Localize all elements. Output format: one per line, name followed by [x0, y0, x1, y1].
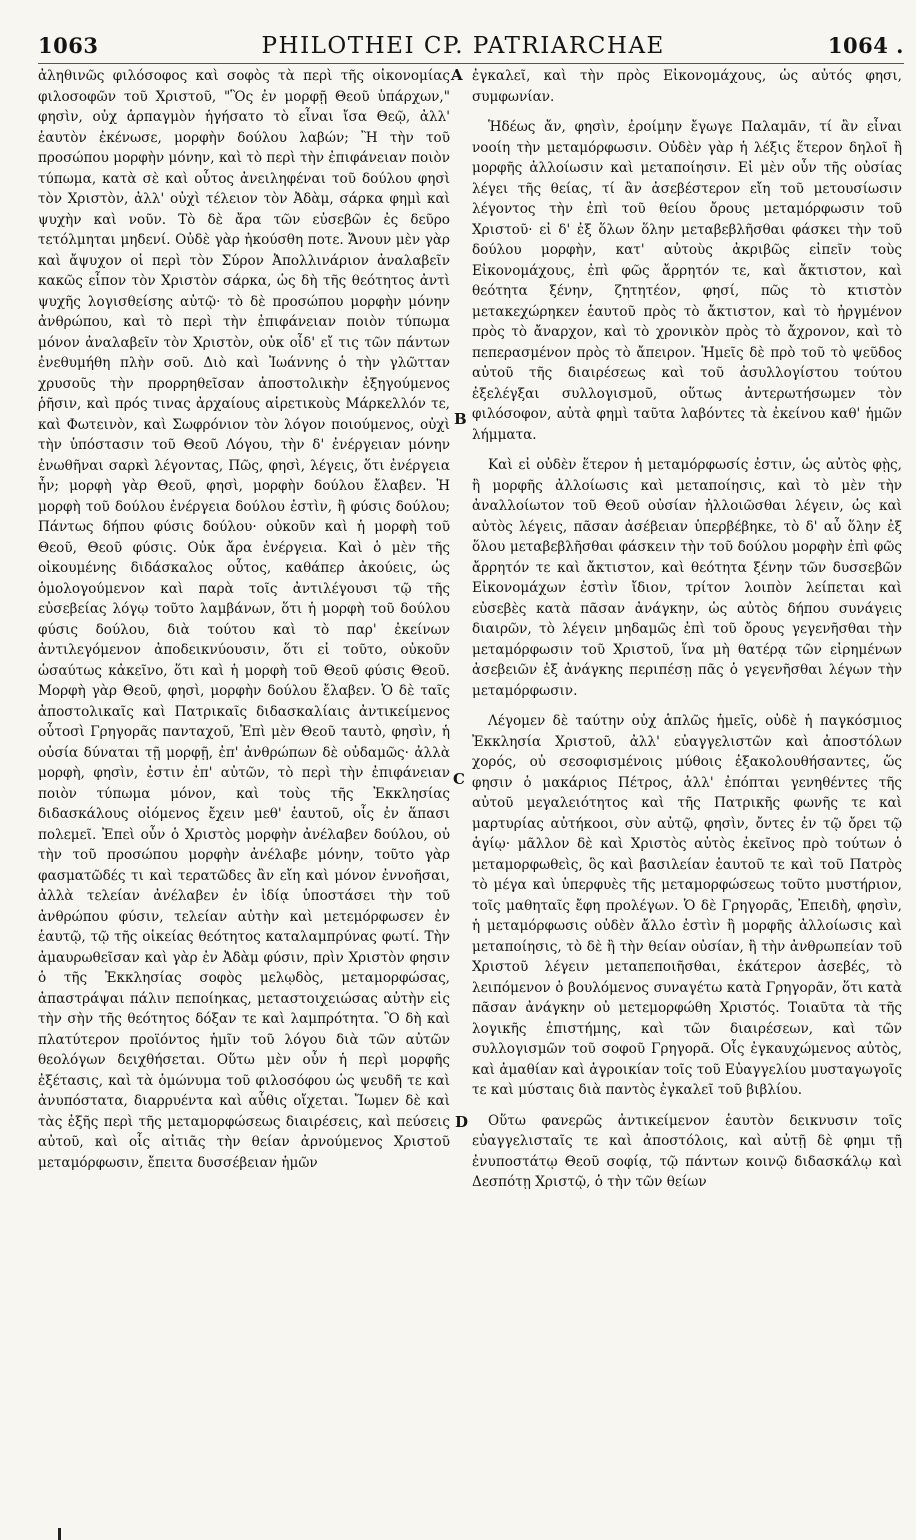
bottom-tick-mark	[58, 1528, 61, 1540]
left-column	[38, 66, 450, 1173]
margin-letter-a: A	[451, 66, 463, 84]
page-number-right: 1064 .	[827, 33, 904, 58]
left-paragraph: ἀληθινῶς φιλόσοφος καὶ σοφὸς τὰ περὶ τῆς οἰκονομίας φιλοσοφῶν τοῦ Χριστοῦ, "Ὃς ἐν μορφῇ Θεοῦ ὑπάρχων," φησὶν, οὐχ ἁρπαγμὸν ἡγήσατο τὸ εἶναι ἴσα Θεῷ, ἀλλ' ἑαυτὸν ἐκένωσε, μορφὴν δούλου λαβών; Ἢ τὴν τοῦ προσώπου μορφὴν μόνην, καὶ τὸ περὶ τὴν ἐπιφάνειαν ποιὸν τύπωμα, κατὰ σὲ καὶ οὗτος ἀνειληφέναι τοῦ δούλου φησὶ τὸν Χριστὸν, ἀλλ' οὐχὶ τέλειον τὸν Ἀδὰμ, σάρκα φημὶ καὶ ψυχὴν καὶ νοῦν. Τὸ δὲ ἄρα τῶν εὐσεβῶν ἐς δεῦρο τετόλμηται μηδενί. Οὐδὲ γὰρ ἠκούσθη ποτε. Ἄνουν μὲν γὰρ καὶ ἄψυχον οἱ περὶ τὸν Σύρον Ἀπολλινάριον ἀναλαβεῖν κακῶς εἶπον τὸν Χριστὸν σάρκα, ὡς δὴ τῆς θεότητος ἀντὶ ψυχῆς λογισθείσης αὐτῷ· τὸ δὲ προσώπου μορφὴν μόνην ἀνθρώπου, καὶ τὸ περὶ τὴν ἐπιφάνειαν ποιὸν τύπωμα μόνον ἀναλαβεῖν τὸν Χριστὸν, οὐκ οἶδ' εἴ τις τῶν πάντων ἐνεθυμήθη πλὴν σοῦ. Διὸ καὶ Ἰωάννης ὁ τὴν γλῶτταν χρυσοῦς τὴν προρρηθεῖσαν ἀποστολικὴν ἐξηγούμενος ῥῆσιν, καὶ πρός τινας ἀρχαίους αἱρετικοὺς Μάρκελλόν τε, καὶ Φωτεινὸν, καὶ Σωφρόνιον τὸν λόγον ποιούμενος, οὐχὶ τὴν ὑπόστασιν τοῦ Θεοῦ Λόγου, τὴν δ' ἐνέργειαν μόνην ἑνωθῆναι σαρκὶ λέγοντας, Πῶς, φησὶ, λέγεις, ὅτι ἐνέργεια ἦν; μορφὴ γὰρ Θεοῦ, φησὶ, μορφὴν δούλου ἔλαβεν. Ἡ μορφὴ τοῦ δούλου ἐνέργεια δούλου ἐστὶν, ἢ φύσις δούλου; Πάντως δήπου φύσις δούλου· οὐκοῦν καὶ ἡ μορφὴ τοῦ Θεοῦ, Θεοῦ φύσις. Οὐκ ἄρα ἐνέργεια. Καὶ ὁ μὲν τῆς οἰκουμένης διδάσκαλος οὗτος, καθάπερ ἀκούεις, ὡς ὁμολογούμενον καὶ παρὰ τοῖς ἀντιλέγουσι τῷ τῆς εὐσεβείας λόγῳ τοῦτο λαμβάνων, ὅτι ἡ μορφὴ τοῦ δούλου φύσις δούλου, διὰ τούτου καὶ τὸ παρ' ἐκείνων ἀντιλεγόμενον ἀποδεικνύουσιν, ὅτι εἰ τοῦτο, οὐκοῦν ὡσαύτως κἀκεῖνο, ὅτι καὶ ἡ μορφὴ τοῦ Θεοῦ φύσις Θεοῦ. Μορφὴ γὰρ Θεοῦ, φησὶ, μορφὴν δούλου ἔλαβεν. Ὁ δὲ ταῖς ἀποστολικαῖς καὶ Πατρικαῖς διδασκαλίαις ἀντικείμενος οὗτοσὶ Γρηγορᾶς πανταχοῦ, Ἐπὶ μὲν Θεοῦ ταυτὸ, φησὶν, ἡ οὐσία δύναται τῇ μορφῇ, ἐπ' ἀνθρώπων δὲ οὐδαμῶς· ἀλλὰ μορφὴ, φησὶν, ἐστιν ἐπ' αὐτῶν, τὸ περὶ τὴν ἐπιφάνειαν ποιὸν τύπωμα μόνον, καὶ τοὺς τῆς Ἐκκλησίας διδασκάλους οἰόμενος ἔχειν μεθ' ἑαυτοῦ, οἷς ἐν ἅπασι πολεμεῖ. Ἐπεὶ οὖν ὁ Χριστὸς μορφὴν ἀνέλαβεν δούλου, οὐ τὴν τοῦ προσώπου μορφὴν ἀνέλαβε μόνην, τοῦτο γὰρ φασματῶδές τι καὶ τερατῶδες ἂν εἴη καὶ μόνον ἐννοῆσαι, ἀλλὰ τελείαν ἀνέλαβεν ἐν ἰδίᾳ ὑποστάσει τὴν τοῦ ἀνθρώπου φύσιν, τελείαν αὐτὴν καὶ μετεμόρφωσεν ἐν ἑαυτῷ, τῷ τῆς οἰκείας θεότητος καταλαμπρύνας φωτί. Τὴν ἀμαυρωθεῖσαν καὶ γὰρ ἐν Ἀδὰμ φύσιν, πρὶν Χριστὸν φησιν ὁ τῆς Ἐκκλησίας σοφὸς μελῳδὸς, μεταμορφώσας, ἀπαστράψαι πάλιν πεποίηκας, μεταστοιχειώσας αὐτὴν εἰς τὴν σὴν τῆς θεότητος δόξαν τε καὶ λαμπρότητα. Ὃ δὴ καὶ πλατύτερον προϊόντος ἡμῖν τοῦ λόγου διὰ τῶν αὐτῶν θεολόγων δειχθήσεται. Οὕτω μὲν οὖν ἡ περὶ μορφῆς ἐξέτασις, καὶ τὰ ὁμώνυμα τοῦ φιλοσόφου ὡς ψευδῆ τε καὶ ἀνυπόστατα, διαρρυέντα καὶ αὖθις οἴχεται. Ἴωμεν δὲ καὶ τὰς ἐξῆς περὶ τῆς μεταμορφώσεως διαιρέσεις, καὶ πεύσεις αὐτοῦ, καὶ οἷς αἰτιᾶς τὴν θείαν ἀρνούμενος Χριστοῦ μεταμόρφωσιν, ἔπειτα δυσσέβειαν ἡμῶν	[38, 68, 450, 1171]
page-number-left: 1063	[38, 33, 99, 58]
right-paragraph: ἐγκαλεῖ, καὶ τὴν πρὸς Εἰκονομάχους, ὡς αὐτός φησι, συμφωνίαν.	[472, 68, 902, 105]
margin-letter-b: B	[454, 410, 467, 428]
right-paragraph: Ἡδέως ἄν, φησὶν, ἐροίμην ἔγωγε Παλαμᾶν, τί ἂν εἶναι νοοίη τὴν μεταμόρφωσιν. Οὐδὲν γὰρ ἡ λέξις ἕτερον δηλοῖ ἢ μορφῆς ἀλλοίωσιν καὶ μεταποίησιν. Εἰ μὲν οὖν τῆς οὐσίας λέγει τῆς θείας, τί ἂν ἀσεβέστερον εἴη τοῦ μετουσίωσιν λέγοντος τὴν ἐπὶ τοῦ θείου ὄρους μεταμόρφωσιν τοῦ Χριστοῦ· εἰ δ' ἐξ ὅλων ὅλην μεταβεβλῆσθαι φάσκει τὴν τοῦ δούλου μορφὴν, κατ' αὐτοὺς ἀκριβῶς εἰπεῖν τοὺς Εἰκονομάχους, ἐπὶ φῶς ἄρρητόν τε, καὶ ἄκτιστον, καὶ θεότητα ξένην, ζητητέον, φησί, πῶς τὸ κτιστὸν μετακεχώρηκεν ἑαυτοῦ πρὸς τὸ ἄκτιστον, καὶ τὸ ἠργμένον πρὸς τὸ ἄναρχον, καὶ τὸ χρονικὸν πρὸς τὸ ἄχρονον, καὶ τὸ πεπερασμένον πρὸς τὸ ἄπειρον. Ἡμεῖς δὲ πρὸ τοῦ τὸ ψεῦδος αὐτοῦ τῆς διαιρέσεως καὶ τοῦ ἀσυλλογίστου τούτου ἐξελέγξαι συλλογισμοῦ, οὕτως ἀντερωτήσωμεν τὸν φιλόσοφον, αὐτὰ φημὶ ταῦτα λαβόντες τὰ ἐκείνου καθ' ἡμῶν λήμματα.	[472, 119, 902, 443]
margin-letter-c: C	[453, 770, 465, 788]
right-column	[472, 66, 902, 1193]
page-header	[38, 33, 904, 64]
margin-letter-d: D	[455, 1113, 469, 1131]
right-paragraph: Λέγομεν δὲ ταύτην οὐχ ἁπλῶς ἡμεῖς, οὐδὲ ἡ παγκόσμιος Ἐκκλησία Χριστοῦ, ἀλλ' εὐαγγελιστῶν καὶ ἀποστόλων χορός, οὐ σεσοφισμένοις μύθοις ἐξακολουθήσαντες, ὥς φησιν ὁ μακάριος Πέτρος, ἀλλ' ἐπόπται γενηθέντες τῆς αὐτοῦ μεγαλειότητος καὶ τῆς Πατρικῆς φωνῆς τε καὶ μαρτυρίας αὐτήκοοι, σὺν αὐτῷ, φησὶν, ὄντες ἐν τῷ ὄρει τῷ ἁγίῳ· μᾶλλον δὲ καὶ Χριστὸς αὐτὸς ἐκεῖνος πρὸ τούτων ὁ μεταμορφωθεὶς, ὃς καὶ βασιλείαν ἑαυτοῦ τε καὶ τοῦ Πατρὸς τὸ μέγα καὶ ὑπερφυὲς τῆς μεταμορφώσεως τοῦτο μυστήριον, τοῖς μαθηταῖς ἔφη προλέγων. Ὁ δὲ Γρηγορᾶς, Ἐπειδὴ, φησὶν, ἡ μεταμόρφωσις οὐδὲν ἄλλο ἐστὶν ἢ μορφῆς ἀλλοίωσις καὶ μεταποίησις, τὸ δὲ ἢ τὴν θείαν οὐσίαν, ἢ τὴν ἀνθρωπείαν τοῦ Χριστοῦ λέγειν μεταπεποιῆσθαι, ἑκάτερον ἀσεβές, τὸ λειπόμενον ὁ βουλόμενος συναγέτω κατὰ Γρηγορᾶν, ὅτι κατὰ πᾶσαν ἀνάγκην οὐ μετεμορφώθη Χριστός. Τοιαῦτα τὰ τῆς λογικῆς ἐπιστήμης, καὶ τῶν διαιρέσεων, καὶ τῶν συλλογισμῶν τοῦ σοφοῦ Γρηγορᾶ. Οἷς ἐγκαυχώμενος αὐτὸς, καὶ ἀμαθίαν καὶ ἀγροικίαν τοῖς τοῦ Εὐαγγελίου μυσταγωγοῖς τε καὶ μύσταις διὰ παντὸς ἐγκαλεῖ τοῦ βιβλίου.	[472, 713, 902, 1098]
right-paragraph: Οὕτω φανερῶς ἀντικείμενον ἑαυτὸν δεικνυσιν τοῖς εὐαγγελισταῖς τε καὶ ἀποστόλοις, καὶ αὐτῇ δὲ φημι τῇ ἐνυποστάτῳ Θεοῦ σοφίᾳ, τῷ πάντων κοινῷ διδασκάλῳ καὶ Δεσπότῃ Χριστῷ, ὁ τὴν τῶν θείων	[472, 1112, 902, 1190]
running-title: PHILOTHEI CP. PATRIARCHAE	[261, 33, 665, 59]
right-paragraph: Καὶ εἰ οὐδὲν ἕτερον ἡ μεταμόρφωσίς ἐστιν, ὡς αὐτὸς φῂς, ἢ μορφῆς ἀλλοίωσις καὶ μεταποίησις, καὶ τὸ μὲν τὴν ἀναλλοίωτον τοῦ Θεοῦ οὐσίαν ἠλλοιῶσθαι λέγειν, ὡς καὶ αὐτὸς λέγεις, πᾶσαν ἀσέβειαν ὑπερβέβηκε, τὸ δ' αὖ ὅλην ἐξ ὅλου μεταβεβλῆσθαι φάσκειν τὴν τοῦ δούλου μορφὴν ἐπὶ φῶς ἄρρητόν τε καὶ ἄκτιστον, καὶ θεότητα ξένην τῶν δυσσεβῶν Εἰκονομάχων ἐστὶν ἴδιον, τρίτον λοιπὸν λείπεται καὶ εὐσεβὲς κατὰ πᾶσαν ἀνάγκην, ὡς αὐτὸς δήπου συνάγεις διαιρῶν, τὸ λέγειν μηδαμῶς ἐπὶ τοῦ ὄρους γεγενῆσθαι τὴν μεταμόρφωσιν τοῦ Χριστοῦ, ἵνα μὴ θατέρᾳ τῶν εἰρημένων ἀσεβειῶν ἐξ ἀνάγκης περιπέσῃ πᾶς ὁ γεγενῆσθαι λέγων τὴν μεταμόρφωσιν.	[472, 457, 902, 699]
